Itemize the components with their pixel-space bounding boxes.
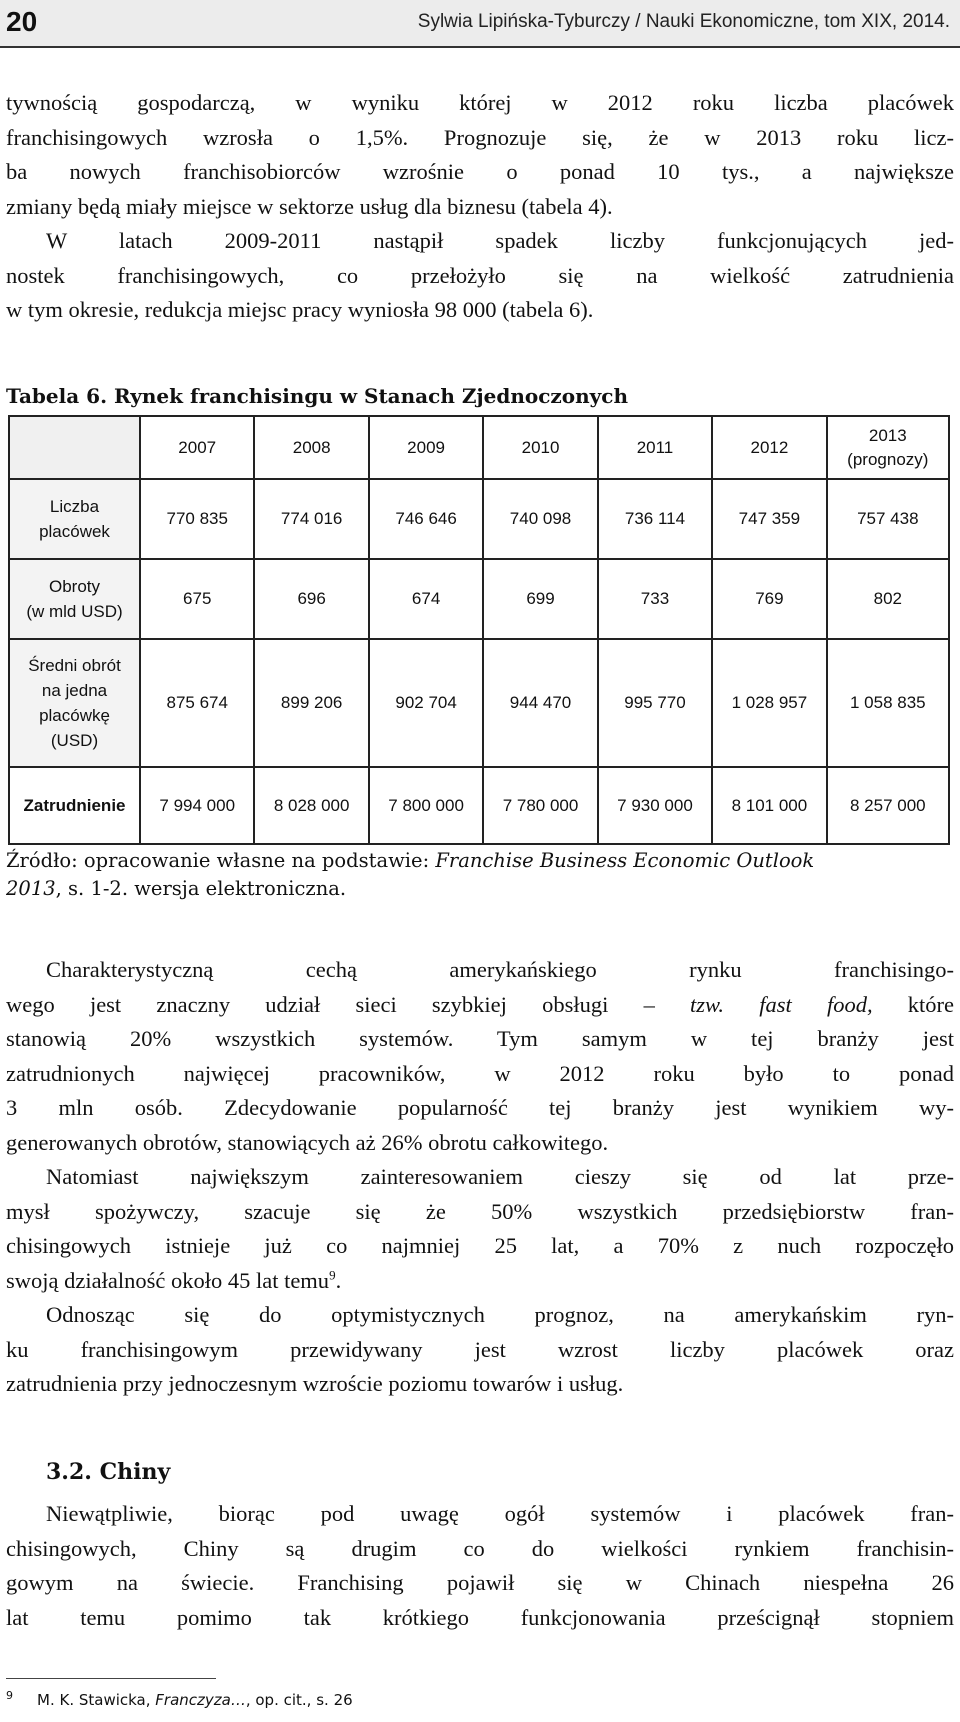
table-cell: 699 <box>483 559 597 639</box>
table-cell: 1 028 957 <box>712 639 826 767</box>
text-line: Odnosząc się do optymistycznych prognoz, na amerykańskim ryn- <box>46 1302 954 1327</box>
table-cell: 674 <box>369 559 483 639</box>
table-cell: 7 994 000 <box>140 767 254 844</box>
table-cell: 675 <box>140 559 254 639</box>
table-header-row <box>9 416 949 479</box>
source-line <box>6 847 954 875</box>
year-header: 2009 <box>369 416 483 479</box>
page-number: 20 <box>6 6 38 37</box>
text-line: W latach 2009-2011 nastąpił spadek liczby funkcjonujących jed- <box>46 228 954 253</box>
table-cell: 733 <box>598 559 712 639</box>
table-cell: 757 438 <box>827 479 949 559</box>
section-paragraph <box>6 1497 954 1635</box>
text-line: 3 mln osób. Zdecydowanie popularność tej branży jest wynikiem wy- <box>6 1095 954 1120</box>
year-header: 2008 <box>254 416 368 479</box>
table-cell: 7 930 000 <box>598 767 712 844</box>
text-line: nostek franchisingowych, co przełożyło się na wielkość zatrudnienia <box>6 262 954 288</box>
source-prefix: Źródło: opracowanie własne na podstawie: <box>6 849 436 872</box>
text-line: chisingowych, Chiny są drugim co do wielkości rynkiem franchisin- <box>6 1535 954 1561</box>
table-cell: 769 <box>712 559 826 639</box>
table-cell: 696 <box>254 559 368 639</box>
table-cell: 802 <box>827 559 949 639</box>
table-cell: 740 098 <box>483 479 597 559</box>
footnote <box>6 1684 353 1712</box>
forecast-note: (prognozy) <box>847 449 929 469</box>
footnote-number: 9 <box>6 1689 13 1702</box>
year-header-forecast <box>827 416 949 479</box>
row-label-line: Obroty <box>48 577 101 596</box>
table-cell: 7 780 000 <box>483 767 597 844</box>
row-label-line: Liczba <box>49 497 100 516</box>
row-label-line: na jedna <box>41 681 108 700</box>
forecast-year: 2013 <box>868 425 907 445</box>
text-line: ba nowych franchisobiorców wzrośnie o ponad 10 tys., a największe <box>6 159 954 184</box>
table-row <box>9 479 949 559</box>
table-cell: 8 257 000 <box>827 767 949 844</box>
year-header: 2012 <box>712 416 826 479</box>
row-label <box>9 479 140 559</box>
source-title: Franchise Business Economic Outlook <box>435 849 815 872</box>
year-header: 2011 <box>598 416 712 479</box>
text-run: wego jest znaczny udział sieci szybkiej obsługi – <box>6 991 691 1017</box>
footnote-marker[interactable]: 9 <box>329 1267 336 1282</box>
body-paragraph-1 <box>6 953 954 1402</box>
table-cell: 7 800 000 <box>369 767 483 844</box>
running-header <box>0 0 960 48</box>
text-line: chisingowych istnieje już co najmniej 25 lat, a 70% z nuch rozpoczęło <box>6 1233 954 1258</box>
table-cell: 944 470 <box>483 639 597 767</box>
table-source-note <box>6 847 954 903</box>
source-suffix: , s. 1-2. wersja elektroniczna. <box>55 877 347 900</box>
table-cell: 995 770 <box>598 639 712 767</box>
text-line: gowym na świecie. Franchising pojawił się w Chinach niespełna 26 <box>6 1570 954 1595</box>
text-run: swoją działalność około 45 lat temu <box>6 1267 330 1293</box>
row-label-line: placówek <box>39 522 110 541</box>
text-line <box>6 1264 954 1299</box>
footnote-author: M. K. Stawicka, <box>37 1691 156 1709</box>
year-header: 2010 <box>483 416 597 479</box>
row-label-line: placówkę <box>39 706 110 725</box>
text-line: tywnością gospodarczą, w wyniku której w 2012 roku liczba placówek <box>6 90 954 115</box>
row-label-line: (w mld USD) <box>26 602 123 621</box>
table-row <box>9 639 949 767</box>
table-cell: 8 101 000 <box>712 767 826 844</box>
source-year: 2013 <box>6 877 56 900</box>
table-cell: 774 016 <box>254 479 368 559</box>
section-heading: 3.2. Chiny <box>46 1459 171 1485</box>
table-row <box>9 559 949 639</box>
text-line: Natomiast największym zainteresowaniem cieszy się od lat prze- <box>46 1164 954 1189</box>
row-label <box>9 559 140 639</box>
table-cell: 1 058 835 <box>827 639 949 767</box>
year-header: 2007 <box>140 416 254 479</box>
text-run-italic: tzw. fast food, <box>690 991 873 1017</box>
intro-paragraph <box>6 86 954 328</box>
text-line: zatrudnienia przy jednoczesnym wzroście poziomu towarów i usług. <box>6 1371 624 1396</box>
text-line: mysł spożywczy, szacuje się że 50% wszystkich przedsiębiorstw fran- <box>6 1198 954 1224</box>
table-cell: 746 646 <box>369 479 483 559</box>
running-title: Sylwia Lipińska-Tyburczy / Nauki Ekonomiczne, tom XIX, 2014. <box>417 11 950 32</box>
text-line: stanowią 20% wszystkich systemów. Tym samym w tej branży jest <box>6 1026 954 1051</box>
text-line: lat temu pomimo tak krótkiego funkcjonowania prześcignął stopniem <box>6 1604 954 1630</box>
text-line: w tym okresie, redukcja miejsc pracy wyniosła 98 000 (tabela 6). <box>6 297 594 322</box>
table-caption: Tabela 6. Rynek franchisingu w Stanach Zjednoczonych <box>6 384 629 408</box>
row-label-line: (USD) <box>50 731 99 750</box>
franchise-market-table <box>8 415 950 845</box>
row-label: Zatrudnienie <box>9 767 140 844</box>
footnote-divider <box>6 1678 216 1679</box>
footnote-title: Franczyza… <box>155 1691 246 1709</box>
text-run: . <box>335 1267 342 1293</box>
table-cell: 747 359 <box>712 479 826 559</box>
text-line: generowanych obrotów, stanowiących aż 26% obrotu całkowitego. <box>6 1129 609 1155</box>
text-line: Niewątpliwie, biorąc pod uwagę ogół systemów i placówek fran- <box>46 1501 954 1526</box>
text-line: ku franchisingowym przewidywany jest wzrost liczby placówek oraz <box>6 1336 954 1362</box>
text-line: zatrudnionych najwięcej pracowników, w 2012 roku było to ponad <box>6 1060 954 1086</box>
footnote-rest: , op. cit., s. 26 <box>245 1691 353 1709</box>
text-line: zmiany będą miały miejsce w sektorze usług dla biznesu (tabela 4). <box>6 193 613 219</box>
source-line <box>6 875 954 903</box>
table-cell: 8 028 000 <box>254 767 368 844</box>
table-cell: 899 206 <box>254 639 368 767</box>
text-run: które <box>872 991 955 1017</box>
row-label <box>9 639 140 767</box>
table-cell: 770 835 <box>140 479 254 559</box>
table-row <box>9 767 949 844</box>
table-cell: 902 704 <box>369 639 483 767</box>
table-cell: 875 674 <box>140 639 254 767</box>
table-corner-cell <box>9 416 140 479</box>
text-line: franchisingowych wzrosła o 1,5%. Prognozuje się, że w 2013 roku licz- <box>6 124 954 150</box>
text-line <box>6 988 954 1023</box>
row-label-line: Średni obrót <box>28 656 121 675</box>
table-cell: 736 114 <box>598 479 712 559</box>
text-line: Charakterystyczną cechą amerykańskiego rynku franchisingo- <box>46 957 954 982</box>
